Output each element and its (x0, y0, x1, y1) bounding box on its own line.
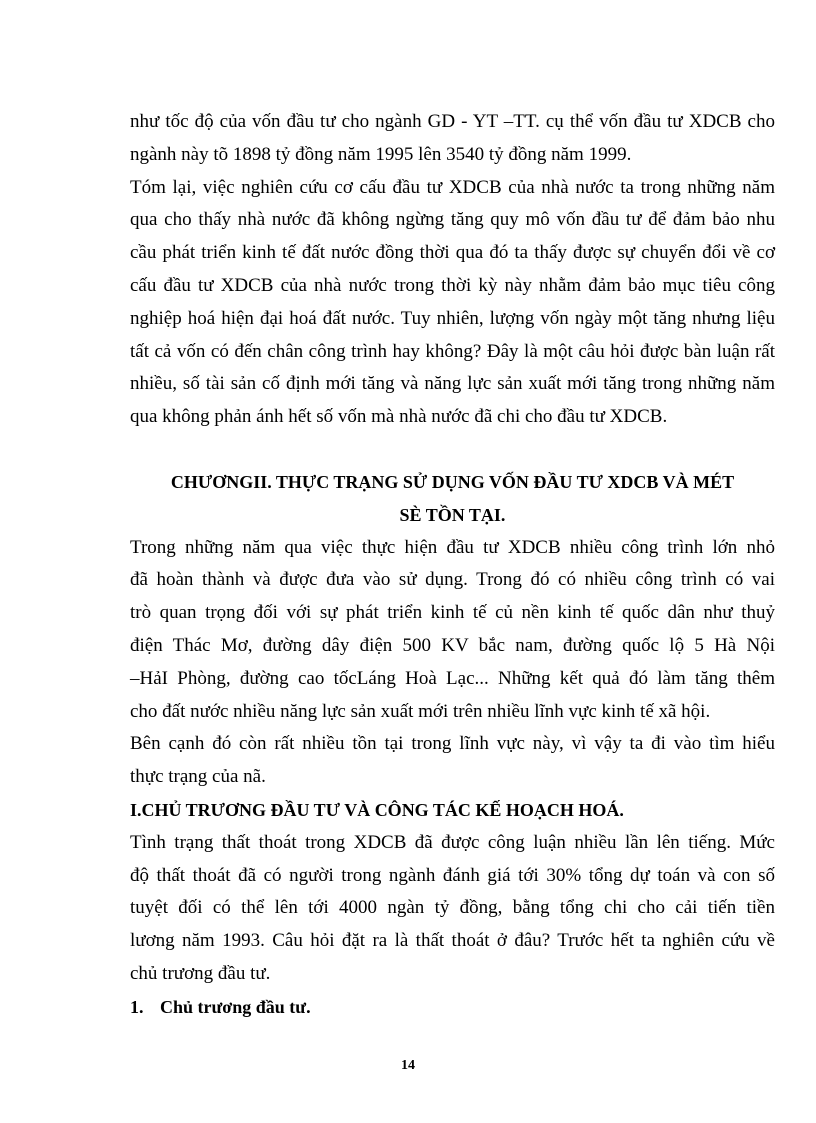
numbered-subheading (130, 991, 775, 1024)
text-line: Tình trạng thất thoát trong XDCB đã được công luận nhiều lần lên tiếng. Mức (130, 831, 775, 853)
page-number: 14 (401, 1058, 415, 1073)
paragraph-losses (130, 827, 775, 991)
text-line: ngành này tõ 1898 tỷ đồng năm 1995 lên 3540 tỷ đồng năm 1999. (130, 143, 632, 165)
text-line: Tóm lại, việc nghiên cứu cơ cấu đầu tư XDCB của nhà nước ta trong những năm (130, 176, 775, 198)
text-line: tất cả vốn có đến chân công trình hay không? Đây là một câu hỏi được bàn luận rất (130, 340, 775, 362)
section-title: I.CHỦ TRƯƠNG ĐẦU TƯ VÀ CÔNG TÁC KẾ HOẠCH HOÁ. (130, 799, 624, 820)
text-line: thực trạng của nã. (130, 766, 266, 788)
text-line: độ thất thoát đã có người trong ngành đánh giá tới 30% tổng dự toán và con số (130, 864, 775, 886)
text-line: như tốc độ của vốn đầu tư cho ngành GD - YT –TT. cụ thể vốn đầu tư XDCB cho (130, 111, 775, 132)
document-page (130, 106, 775, 1024)
text-line: Trong những năm qua việc thực hiện đầu tư XDCB nhiều công trình lớn nhỏ (130, 536, 775, 558)
text-line: cho đất nước nhiều năng lực sản xuất mới trên nhiều lĩnh vực kinh tế xã hội. (130, 700, 711, 722)
text-line: cấu đầu tư XDCB của nhà nước trong thời kỳ này nhằm đảm bảo mục tiêu công (130, 274, 775, 296)
chapter-heading-line: CHƯƠNGII. THỰC TRẠNG SỬ DỤNG VỐN ĐẦU TƯ XDCB VÀ MÉT (170, 471, 735, 492)
text-line: tuyệt đối có thể lên tới 4000 ngàn tỷ đồng, bằng tổng chi cho cải tiến tiền (130, 897, 775, 919)
text-line: –HảI Phòng, đường cao tốcLáng Hoà Lạc... Những kết quả đó làm tăng thêm (130, 667, 775, 689)
text-line: cầu phát triển kinh tế đất nước đồng thời qua đó ta thấy được sự chuyển đổi về cơ (130, 242, 775, 264)
chapter-heading-line: SÈ TỒN TẠI. (399, 504, 506, 525)
text-line: đã hoàn thành và được đưa vào sử dụng. Trong đó có nhiều công trình có vai (130, 569, 775, 591)
text-line: Bên cạnh đó còn rất nhiều tồn tại trong lĩnh vực này, vì vậy ta đi vào tìm hiểu (130, 733, 775, 755)
paragraph-shortcomings (130, 728, 775, 794)
subheading-number: 1. (130, 996, 144, 1017)
paragraph-summary (130, 172, 775, 434)
text-line: điện Thác Mơ, đường dây điện 500 KV bắc nam, đường quốc lộ 5 Hà Nội (130, 634, 775, 656)
subheading-label: Chủ trương đầu tư. (160, 996, 311, 1017)
paragraph-achievements (130, 532, 775, 729)
text-line: qua không phản ánh hết số vốn mà nhà nước đã chi cho đầu tư XDCB. (130, 406, 668, 428)
chapter-heading (130, 466, 775, 532)
text-line: nghiệp hoá hiện đại hoá đất nước. Tuy nhiên, lượng vốn ngày một tăng nhưng liệu (130, 307, 775, 329)
text-line: trò quan trọng đối với sự phát triển kinh tế củ nền kinh tế quốc dân như thuỷ (130, 602, 775, 624)
text-line: qua cho thấy nhà nước đã không ngừng tăng quy mô vốn đầu tư để đảm bảo nhu (130, 209, 775, 231)
text-line: lương năm 1993. Câu hỏi đặt ra là thất thoát ở đâu? Trước hết ta nghiên cứu về (130, 930, 775, 952)
spacer (130, 434, 775, 466)
text-line: chủ trương đầu tư. (130, 962, 271, 984)
paragraph-investment-growth (130, 106, 775, 172)
text-line: nhiều, số tài sản cố định mới tăng và năng lực sản xuất mới tăng trong những năm (130, 373, 775, 395)
